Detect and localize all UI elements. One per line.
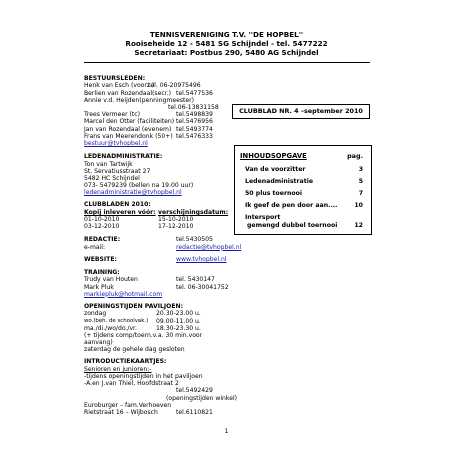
openingstijden-title: OPENINGSTIJDEN PAVILJOEN: — [84, 302, 184, 310]
toc-item[interactable]: Ledenadministratie 5 — [245, 178, 363, 185]
training-email-link[interactable]: markiepluk@hotmail.com — [84, 290, 163, 298]
training-row: Trudy van Houten tel. 5430147 — [84, 276, 215, 284]
website-link[interactable]: www.tvhopbel.nl — [176, 255, 227, 263]
clubbladen-row: 01-10-2010 15-10-2010 — [84, 216, 194, 224]
toc-box — [234, 145, 372, 235]
openingstijden-row: ma./di./wo/do./vr. 18.30-23.30 u. — [84, 324, 201, 332]
toc-title: INHOUDSOPGAVE — [240, 152, 307, 160]
openingstijden-note: (+ tijdens comp/toern.v.a. 30 min.voor — [84, 331, 203, 339]
openingstijden-row: zondag 20.30-23.00 u. — [84, 310, 201, 318]
page-number: 1 — [224, 428, 229, 435]
bestuur-row: Berlien van Rozendaal(secr.) tel.5477536 — [84, 89, 213, 97]
bestuur-row: Frans van Meerendonk (50+) tel.5476333 — [84, 132, 213, 140]
introductie-line: Rietstraat 16 – Wijbosch tel.6110821 — [84, 409, 213, 416]
ledenadmin-line: Ton van Tartwijk — [84, 160, 133, 168]
introductie-tel: tel.5492429 — [176, 387, 213, 395]
club-name: TENNISVERENIGING T.V. ''DE HOPBEL'' — [149, 30, 304, 39]
header-divider — [84, 62, 370, 63]
introductie-line: -A.en J.van Thiel, Hoofdstraat 2 — [84, 380, 179, 388]
website-row — [84, 256, 234, 263]
redactie-title: REDACTIE: — [84, 236, 121, 244]
redactie-row: REDACTIE: tel.5430505 — [84, 236, 213, 244]
redactie-email-row: e-mail: redactie@tvhopbel.nl — [84, 243, 242, 251]
ledenadmin-title: LEDENADMINISTRATIE: — [84, 153, 163, 161]
ledenadmin-email-link[interactable]: ledenadministratie@tvhopbel.nl — [84, 189, 182, 197]
ledenadmin-line: 5482 HC Schijndel — [84, 174, 140, 182]
club-address: Rooiseheide 12 - 5481 SG Schijndel - tel. 5477222 — [125, 39, 328, 48]
bestuur-row: tel.06-13831158 — [168, 103, 219, 111]
openingstijden-note: zaterdag de gehele dag gesloten — [84, 346, 185, 354]
redactie-email-link[interactable]: redactie@tvhopbel.nl — [176, 243, 242, 251]
openingstijden-note: aanvang) — [84, 339, 113, 347]
clubbladen-header: Kopij inleveren vóór: verschijningsdatum: — [84, 208, 229, 216]
bestuur-title: BESTUURSLEDEN: — [84, 75, 146, 82]
clubblad-title: CLUBBLAD NR. 4 –september 2010 — [239, 107, 363, 115]
bestuur-email-link[interactable]: bestuur@tvhopbel.nl — [84, 139, 148, 147]
bestuur-row: Marcel den Otter (faciliteiten) tel.5476956 — [84, 118, 213, 126]
toc-item[interactable]: Van de voorzitter 3 — [245, 166, 363, 173]
clubbladen-title: CLUBBLADEN 2010: — [84, 201, 151, 209]
introductie-line: -tijdens openingstijden in het paviljoen — [84, 373, 203, 381]
openingstijden-row: wo.(beh. de schoolvak.) 09.00-11.00 u. — [84, 317, 201, 325]
ledenadmin-line: 073- 5479239 (bellen na 19.00 uur) — [84, 182, 194, 190]
training-title: TRAINING: — [84, 268, 120, 276]
introductie-tel-note: (openingstijden winkel) — [166, 394, 238, 402]
bestuur-row: Annie v.d. Heijden(penningmeester) — [84, 96, 195, 104]
toc-item[interactable]: Ik geef de pen door aan.... 10 — [245, 202, 363, 209]
introductie-line: Euroburger – fam.Verhoeven — [84, 401, 172, 409]
website-title: WEBSITE: — [84, 255, 117, 263]
toc-page-label: pag. — [347, 152, 363, 160]
training-row: Mark Pluk tel. 06-30041752 — [84, 283, 229, 291]
clubbladen-row: 03-12-2010 17-12-2010 — [84, 223, 194, 231]
toc-item[interactable]: 50 plus toernooi 7 — [245, 190, 363, 197]
toc-item[interactable]: Intersport — [245, 214, 281, 221]
secretariat-address: Secretariaat: Postbus 290, 5480 AG Schijndel — [134, 48, 319, 57]
introductie-title: INTRODUCTIEKAARTJES: — [84, 358, 167, 366]
bestuur-row: Henk van Esch (voorz.) tel. 06-20975496 — [84, 82, 201, 90]
ledenadmin-line: St. Servatiusstraat 27 — [84, 167, 151, 175]
bestuur-row: Jan van Rozendaal (evenem) tel.5493774 — [84, 125, 213, 133]
bestuur-row: Trees Vermeer (tc) tel.5498839 — [84, 111, 213, 119]
clubblad-title-box — [232, 104, 370, 119]
left-column — [84, 75, 242, 416]
introductie-subtitle: Senioren en junioren:- — [84, 365, 152, 373]
toc-item[interactable]: gemengd dubbel toernooi 12 — [247, 222, 363, 229]
